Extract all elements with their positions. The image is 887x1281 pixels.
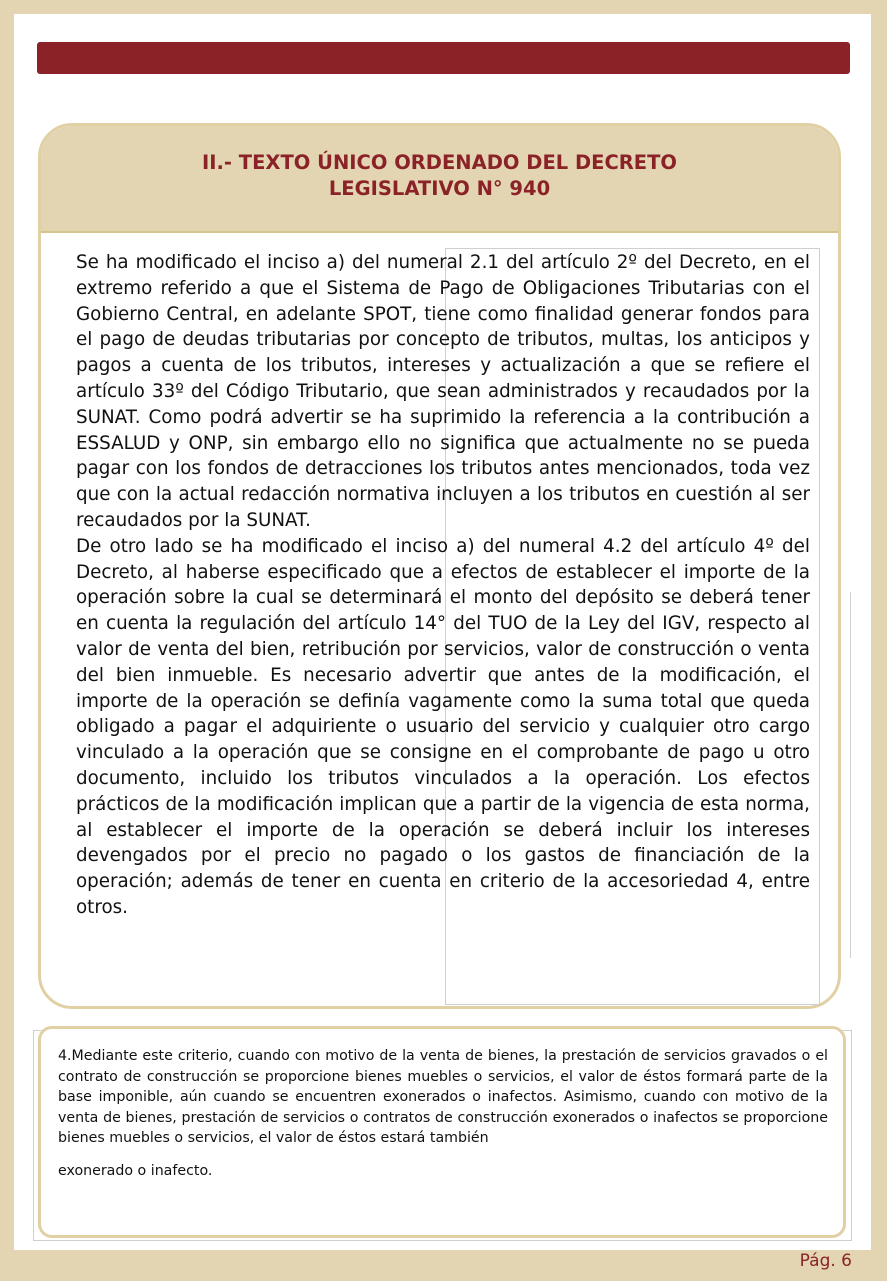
body-text bbox=[76, 250, 810, 921]
page-number: Pág. 6 bbox=[799, 1251, 852, 1271]
section-title-line-1: II.- TEXTO ÚNICO ORDENADO DEL DECRETO bbox=[201, 151, 678, 174]
footnote-last-line: exonerado o inafecto. bbox=[58, 1162, 213, 1179]
paragraph-2: De otro lado se ha modificado el inciso a) del numeral 4.2 del artículo 4º del Decreto, al haberse especificado que a efectos de establecer el importe de la operación sobre la cual se determinará el monto del depósito se deberá tener en cuenta la regulación del artículo 14° del TUO de la Ley del IGV, respecto al valor de venta del bien, retribución por servicios, valor de construcción o venta del bien inmueble. Es necesario advertir que antes de la modificación, el importe de la operación se definía vagamente como la suma total que queda obligado a pagar el adquiriente o usuario del servicio y cualquier otro cargo vinculado a la operación que se consigne en el comprobante de pago u otro documento, incluido los tributos vinculados a la operación. Los efectos prácticos de la modificación implican que a partir de la vigencia de esta norma, al establecer el importe de la operación se deberá incluir los intereses devengados por el precio no pagado o los gastos de financiación de la operación; además de tener en cuenta en criterio de la accesoriedad 4, entre otros. bbox=[76, 535, 810, 918]
paragraph-1: Se ha modificado el inciso a) del numeral 2.1 del artículo 2º del Decreto, en el extremo referido a que el Sistema de Pago de Obligaciones Tributarias con el Gobierno Central, en adelante SPOT, tiene como finalidad generar fondos para el pago de deudas tributarias por concepto de tributos, multas, los anticipos y pagos a cuenta de los tributos, intereses y actualización a que se refiere el artículo 33º del Código Tributario, que sean administrados y recaudados por la SUNAT. Como podrá advertir se ha suprimido la referencia a la contribución a ESSALUD y ONP, sin embargo ello no significa que actualmente no se pueda pagar con los fondos de detracciones los tributos antes mencionados, toda vez que con la actual redacción normativa incluyen a los tributos en cuestión al ser recaudados por la SUNAT. bbox=[76, 252, 810, 531]
top-banner bbox=[37, 42, 850, 74]
section-title bbox=[41, 150, 838, 202]
footnote-text bbox=[58, 1046, 828, 1181]
title-band bbox=[41, 126, 838, 233]
section-title-line-2: LEGISLATIVO N° 940 bbox=[328, 177, 551, 200]
background-divider bbox=[850, 592, 851, 958]
footnote-body: 4.Mediante este criterio, cuando con motivo de la venta de bienes, la prestación de servicios gravados o el contrato de construcción se proporcione bienes muebles o servicios, el valor de éstos formará parte de la base imponible, aún cuando se encuentren exonerados o inafectos. Asimismo, cuando con motivo de la venta de bienes, prestación de servicios o contratos de construcción exonerados o inafectos se proporcione bienes muebles o servicios, el valor de éstos estará también bbox=[58, 1048, 828, 1146]
